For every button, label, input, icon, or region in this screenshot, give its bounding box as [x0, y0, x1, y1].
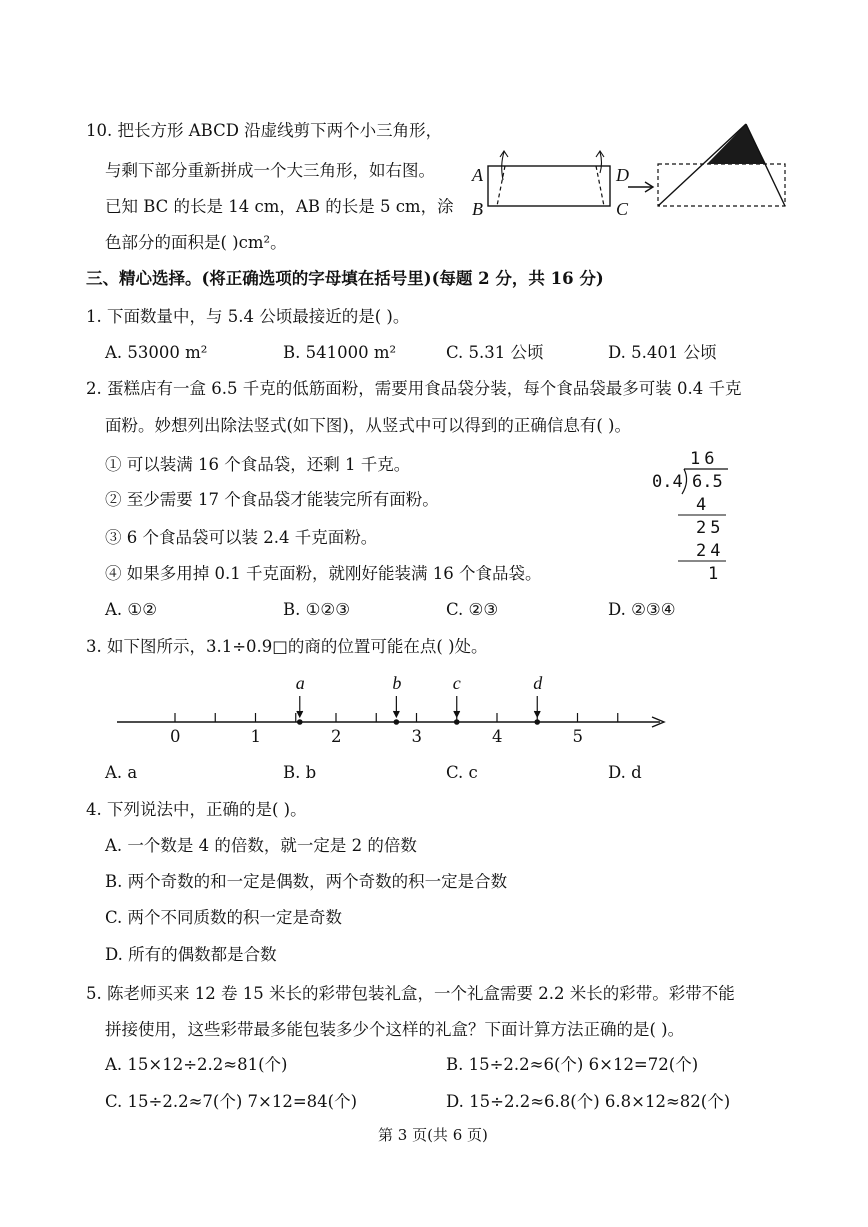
point-marker — [534, 719, 540, 725]
q4-option-d: D. 所有的偶数都是合数 — [105, 945, 277, 964]
point-label-a: a — [295, 673, 305, 693]
point-marker — [454, 719, 460, 725]
q3-option-d: D. d — [608, 763, 642, 782]
division-step-3: 24 — [696, 541, 725, 561]
point-arrowhead — [297, 711, 303, 717]
page-footer: 第 3 页(共 6 页) — [378, 1126, 488, 1144]
q4-option-a: A. 一个数是 4 的倍数，就一定是 2 的倍数 — [105, 836, 417, 855]
q5-option-a: A. 15×12÷2.2≈81(个) — [105, 1055, 288, 1074]
point-label-c: c — [452, 673, 461, 693]
q2-option-c: C. ②③ — [446, 600, 499, 619]
q2-option-d: D. ②③④ — [608, 600, 676, 619]
q2-option-b: B. ①②③ — [283, 600, 350, 619]
division-quotient: 16 — [690, 449, 719, 469]
q4-option-b: B. 两个奇数的和一定是偶数，两个奇数的积一定是合数 — [105, 872, 508, 891]
point-arrowhead — [454, 711, 460, 717]
q5-line-2: 拼接使用，这些彩带最多能包装多少个这样的礼盒？下面计算方法正确的是( )。 — [105, 1020, 685, 1039]
q10-line-2: 与剩下部分重新拼成一个大三角形，如右图。 — [105, 161, 435, 180]
q1-text: 1. 下面数量中，与 5.4 公顷最接近的是( )。 — [86, 307, 410, 326]
division-dividend: 6.5 — [692, 472, 723, 492]
q5-option-c: C. 15÷2.2≈7(个) 7×12=84(个) — [105, 1092, 358, 1111]
point-label-d: d — [533, 673, 543, 693]
label-b: B — [472, 199, 483, 219]
tick-label: 5 — [572, 727, 583, 746]
q4-option-c: C. 两个不同质数的积一定是奇数 — [105, 908, 343, 927]
q1-option-a: A. 53000 m² — [105, 343, 208, 362]
division-step-2: 25 — [696, 518, 725, 538]
q1-option-d: D. 5.401 公顷 — [608, 343, 717, 362]
division-step-1: 4 — [696, 495, 707, 515]
point-marker — [297, 719, 303, 725]
label-d: D — [616, 165, 629, 185]
number-line-arrowhead — [652, 717, 664, 727]
q10-line-1: 10. 把长方形 ABCD 沿虚线剪下两个小三角形， — [86, 121, 443, 140]
label-c: C — [616, 199, 629, 219]
q2-line-2: 面粉。妙想列出除法竖式(如下图)，从竖式中可以得到的正确信息有( )。 — [105, 416, 631, 435]
q3-option-c: C. c — [446, 763, 478, 782]
point-marker — [394, 719, 400, 725]
division-remainder: 1 — [708, 564, 719, 584]
tick-label: 3 — [411, 727, 422, 746]
q3-option-b: B. b — [283, 763, 317, 782]
q3-text: 3. 如下图所示，3.1÷0.9□的商的位置可能在点( )处。 — [86, 637, 488, 656]
q5-option-d: D. 15÷2.2≈6.8(个) 6.8×12≈82(个) — [446, 1092, 731, 1111]
point-arrowhead — [393, 711, 399, 717]
q4-text: 4. 下列说法中，正确的是( )。 — [86, 800, 307, 819]
q5-line-1: 5. 陈老师买来 12 卷 15 米长的彩带包装礼盒，一个礼盒需要 2.2 米长的彩带。彩带不能 — [86, 984, 735, 1003]
tick-label: 1 — [250, 727, 261, 746]
q5-option-b: B. 15÷2.2≈6(个) 6×12=72(个) — [446, 1055, 699, 1074]
section-heading: 三、精心选择。(将正确选项的字母填在括号里)(每题 2 分，共 16 分) — [86, 269, 604, 288]
q2-statement-2: ② 至少需要 17 个食品袋才能装完所有面粉。 — [105, 490, 439, 509]
tick-label: 0 — [170, 727, 181, 746]
q2-statement-4: ④ 如果多用掉 0.1 千克面粉，就刚好能装满 16 个食品袋。 — [105, 564, 542, 583]
q10-line-3: 已知 BC 的长是 14 cm，AB 的长是 5 cm，涂 — [105, 197, 454, 216]
q1-option-c: C. 5.31 公顷 — [446, 343, 544, 362]
division-divisor: 0.4 — [652, 472, 683, 492]
q3-option-a: A. a — [105, 763, 138, 782]
q1-option-b: B. 541000 m² — [283, 343, 397, 362]
label-a: A — [472, 165, 483, 185]
q2-line-1: 2. 蛋糕店有一盒 6.5 千克的低筋面粉，需要用食品袋分装，每个食品袋最多可装 0.4 千克 — [86, 379, 742, 398]
tick-label: 2 — [331, 727, 342, 746]
tick-label: 4 — [492, 727, 503, 746]
q2-option-a: A. ①② — [105, 600, 157, 619]
point-label-b: b — [392, 673, 402, 693]
q2-statement-1: ① 可以装满 16 个食品袋，还剩 1 千克。 — [105, 455, 411, 474]
q10-line-4: 色部分的面积是( )cm²。 — [105, 233, 287, 252]
point-arrowhead — [534, 711, 540, 717]
q2-statement-3: ③ 6 个食品袋可以装 2.4 千克面粉。 — [105, 528, 378, 547]
